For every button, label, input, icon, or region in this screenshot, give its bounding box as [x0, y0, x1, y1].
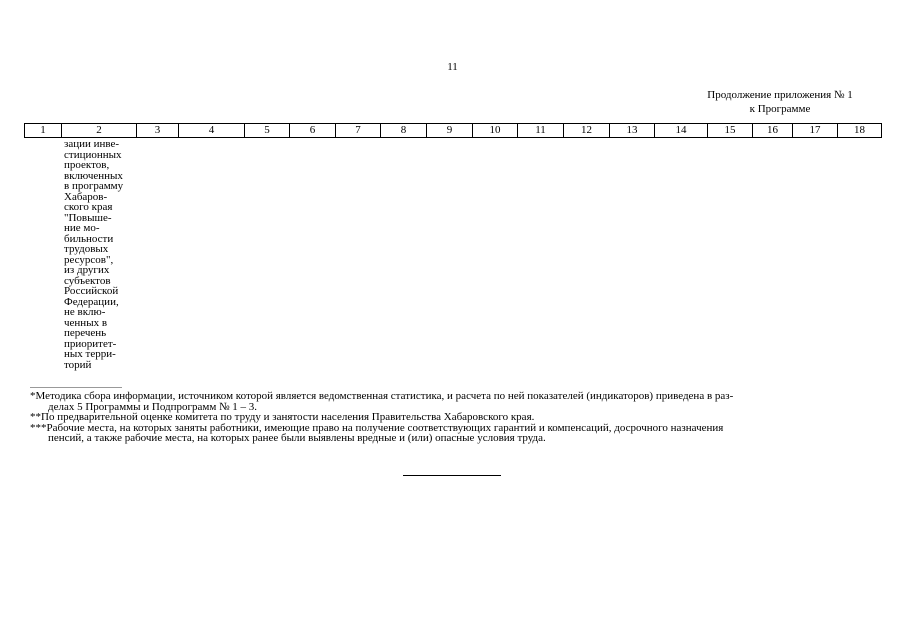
column-2-line: Российской	[64, 285, 119, 297]
column-2-line: в программу	[64, 180, 124, 192]
column-number-cell: 11	[518, 124, 564, 138]
column-2-line: ние мо-	[64, 222, 100, 234]
column-2-line: зации инве-	[64, 138, 120, 150]
footnote-3-line-1: ***Рабочие места, на которых заняты работники, имеющие право на получение соответствующих гарантий и компенсаций, досрочного назначения	[30, 421, 724, 434]
column-number-cell: 1	[25, 124, 62, 138]
column-number-cell: 9	[427, 124, 473, 138]
footnote-1-line-2: делах 5 Программы и Подпрограмм № 1 – 3.	[48, 400, 258, 413]
column-number-cell: 12	[564, 124, 610, 138]
column-2-line: приоритет-	[64, 337, 117, 350]
column-2-line: включенных	[64, 169, 123, 182]
end-separator	[403, 475, 501, 476]
column-number-cell: 15	[708, 124, 753, 138]
column-number-cell: 10	[473, 124, 518, 138]
column-2-line: "Повыше-	[64, 211, 112, 224]
footnote-2: **По предварительной оценке комитета по труду и занятости населения Правительства Хабаровского края.	[30, 411, 535, 423]
continuation-heading	[680, 88, 880, 116]
column-2-line: не вклю-	[64, 306, 106, 318]
column-number-cell: 16	[753, 124, 793, 138]
column-2-line: стиционных	[64, 148, 122, 161]
continuation-line-1: Продолжение приложения № 1	[707, 89, 853, 101]
column-2-text	[64, 139, 144, 370]
column-2-line: ченных в	[64, 316, 108, 329]
column-2-line: Федерации,	[64, 295, 119, 308]
column-number-cell: 8	[381, 124, 427, 138]
column-2-line: Хабаров-	[64, 190, 108, 203]
column-number-cell: 3	[137, 124, 179, 138]
continuation-line-2: к Программе	[749, 103, 811, 115]
column-2-line: субъектов	[64, 274, 111, 287]
column-number-row	[25, 124, 882, 138]
column-2-line: трудовых	[64, 243, 109, 255]
column-2-line: из других	[64, 264, 110, 276]
column-number-cell: 17	[793, 124, 838, 138]
column-number-cell: 18	[838, 124, 882, 138]
column-2-line: ных терри-	[64, 348, 116, 360]
column-number-table	[24, 123, 882, 138]
page-number: 11	[447, 61, 458, 73]
column-number-cell: 14	[655, 124, 708, 138]
column-2-line: бильности	[64, 232, 114, 245]
column-number-cell: 4	[179, 124, 245, 138]
footnotes	[30, 391, 875, 444]
column-number-cell: 2	[62, 124, 137, 138]
column-2-line: ского края	[64, 201, 113, 213]
column-2-line: торий	[64, 358, 92, 371]
column-number-cell: 5	[245, 124, 290, 138]
column-2-line: ресурсов",	[64, 253, 114, 266]
column-number-cell: 7	[336, 124, 381, 138]
footnote-separator	[30, 387, 122, 388]
column-2-line: проектов,	[64, 159, 110, 171]
footnote-1-line-1: *Методика сбора информации, источником которой является ведомственная статистика, и расчета по ней показателей (индикаторов) приведена в раз-	[30, 390, 734, 402]
column-number-cell: 13	[610, 124, 655, 138]
column-number-cell: 6	[290, 124, 336, 138]
footnote-3-line-2: пенсий, а также рабочие места, на которых ранее были выявлены вредные и (или) опасные условия труда.	[48, 432, 546, 444]
column-2-line: перечень	[64, 327, 107, 339]
